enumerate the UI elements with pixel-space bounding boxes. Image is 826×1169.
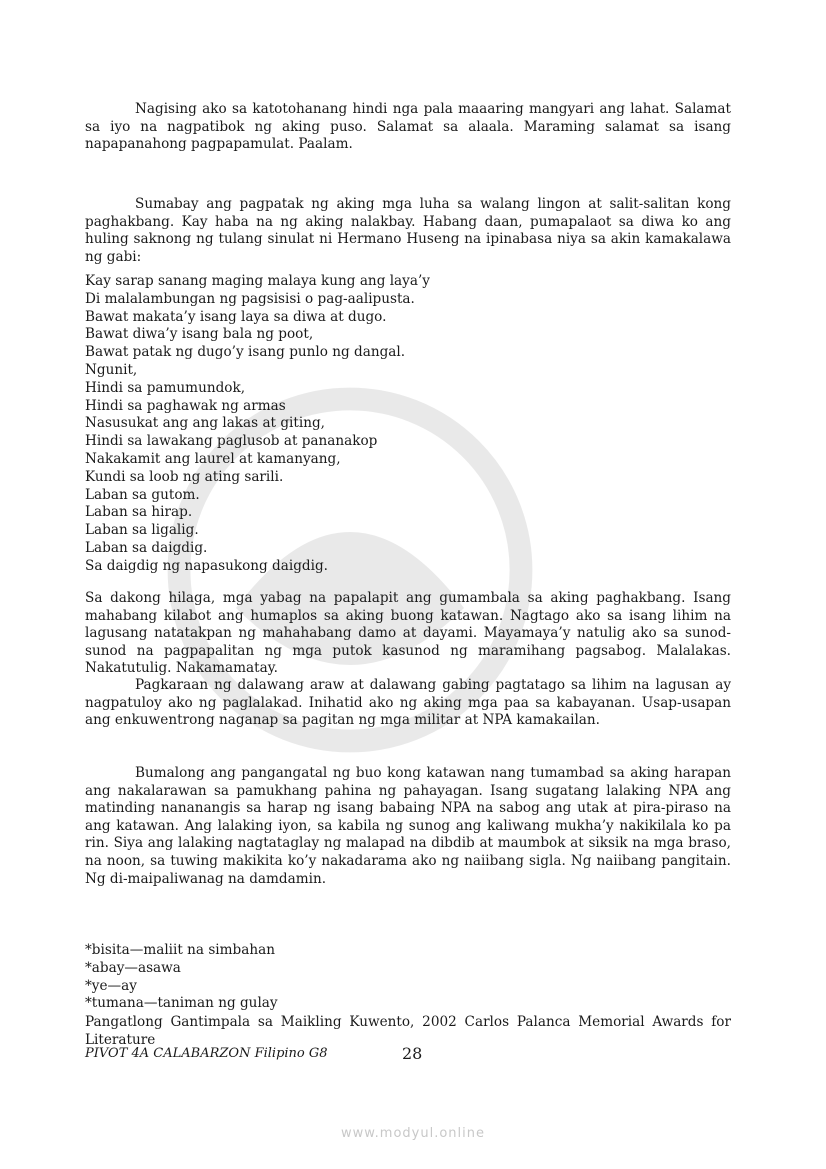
credit-text: Pangatlong Gantimpala sa Maikling Kuwento, 2002 Carlos Palanca Memorial Awards for Literature bbox=[85, 1014, 731, 1048]
paragraph bbox=[85, 101, 731, 154]
glossary-item: *bisita—maliit na simbahan bbox=[85, 942, 275, 958]
glossary-notes bbox=[85, 942, 731, 1013]
poem-stanza bbox=[85, 273, 731, 576]
poem-line: Hindi sa pamumundok, bbox=[85, 379, 246, 396]
paragraph-text: Pagkaraan ng dalawang araw at dalawang gabing pagtatago sa lihim na lagusan ay nagpatuloy ako ng paglalakad. Inihatid ako ng aking mga paa sa kabayanan. Usap-usapan ang enkuwentrong naganap sa pagitan ng mga militar at NPA kamakailan. bbox=[85, 677, 731, 729]
poem-line: Ngunit, bbox=[85, 361, 138, 378]
poem-line: Nakakamit ang laurel at kamanyang, bbox=[85, 450, 341, 467]
poem-line: Laban sa daigdig. bbox=[85, 539, 208, 556]
glossary-item: *abay—asawa bbox=[85, 959, 181, 976]
poem-line: Hindi sa paghawak ng armas bbox=[85, 397, 286, 414]
poem-line: Laban sa hirap. bbox=[85, 504, 193, 521]
glossary-item: *tumana—taniman ng gulay bbox=[85, 995, 278, 1012]
paragraph bbox=[85, 590, 731, 678]
poem-line: Nasusukat ang ang lakas at giting, bbox=[85, 415, 325, 432]
poem-line: Sa daigdig ng napasukong daigdig. bbox=[85, 557, 328, 574]
poem-line: Bawat makata’y isang laya sa diwa at dugo. bbox=[85, 308, 387, 325]
poem-line: Di malalambungan ng pagsisisi o pag-aalipusta. bbox=[85, 290, 415, 307]
paragraph-text: Sa dakong hilaga, mga yabag na papalapit ang gumambala sa aking paghakbang. Isang mahabang kilabot ang humaplos sa aking buong katawan. Nagtago ako sa isang lihim na lagusang natatakpan ng mahahabang damo at dayami. Mayamaya’y natulig ako sa sunod-sunod na pagpapalitan ng mga putok kasunod ng maramihang pagsabog. Malalakas. Nakatutulig. Nakamamatay. bbox=[85, 590, 731, 677]
poem-line: Kundi sa loob ng ating sarili. bbox=[85, 468, 284, 485]
paragraph-text: Bumalong ang pangangatal ng buo kong katawan nang tumambad sa aking harapan ang nakalarawan sa pamukhang pahina ng pahayagan. Isang sugatang lalaking NPA ang matinding nananangis sa harap ng isang babaing NPA na sabog ang utak at pira-piraso na ang katawan. Ang lalaking iyon, sa kabila ng sunog ang kaliwang mukha’y nakikilala ko pa rin. Siya ang lalaking nagtataglay ng malapad na dibdib at maumbok at siksik na mga braso, na noon, sa tuwing makikita ko’y nakadarama ako ng naiibang sigla. Ng naiibang pangitain. Ng di-maipaliwanag na damdamin. bbox=[85, 765, 731, 887]
poem-line: Hindi sa lawakang paglusob at pananakop bbox=[85, 433, 378, 450]
paragraph-text: Sumabay ang pagpatak ng aking mga luha sa walang lingon at salit-salitan kong paghakbang. Kay haba na ng aking nalakbay. Habang daan, pumapalaot sa diwa ko ang huling saknong ng tulang sinulat ni Hermano Huseng na ipinabasa niya sa akin kamakalawa ng gabi: bbox=[85, 196, 731, 265]
poem-line: Bawat patak ng dugo’y isang punlo ng dangal. bbox=[85, 344, 406, 361]
poem-line: Bawat diwa’y isang bala ng poot, bbox=[85, 326, 314, 343]
poem-line: Laban sa ligalig. bbox=[85, 522, 199, 539]
paragraph bbox=[85, 196, 731, 266]
page-number: 28 bbox=[402, 1044, 423, 1063]
paragraph-text: Nagising ako sa katotohanang hindi nga pala maaaring mangyari ang lahat. Salamat sa iyo na nagpatibok ng aking puso. Salamat sa alaala. Maraming salamat sa isang napapanahong pagpapamulat. Paalam. bbox=[85, 101, 731, 153]
poem-line: Laban sa gutom. bbox=[85, 486, 200, 503]
poem-line: Kay sarap sanang maging malaya kung ang laya’y bbox=[85, 273, 430, 289]
site-watermark: www.modyul.online bbox=[340, 1126, 486, 1141]
paragraph bbox=[85, 765, 731, 888]
glossary-item: *ye—ay bbox=[85, 977, 137, 994]
paragraph bbox=[85, 677, 731, 730]
footer-module-title: PIVOT 4A CALABARZON Filipino G8 bbox=[85, 1046, 328, 1061]
